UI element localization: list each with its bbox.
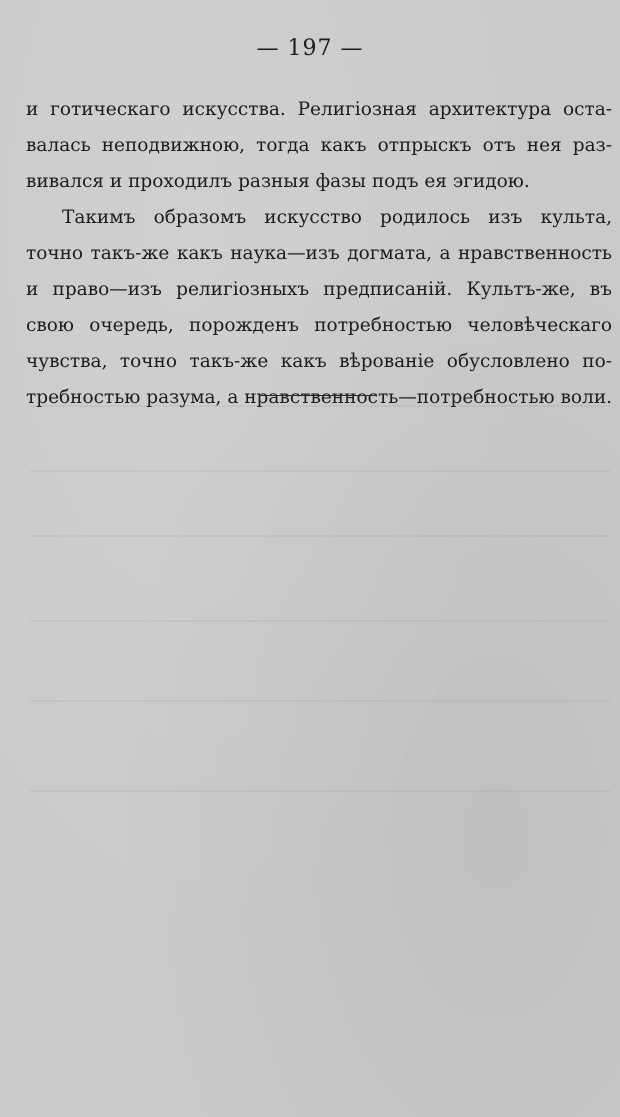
show-through <box>30 405 610 407</box>
show-through <box>30 620 610 622</box>
body-text <box>26 92 612 416</box>
show-through <box>30 790 610 792</box>
text-line: и готическаго искусства. Религiозная архитектура оста- <box>26 99 612 120</box>
text-line: свою очередь, порожденъ потребностью человѣческаго <box>26 315 612 336</box>
text-line: и право—изъ религiозныхъ предписанiй. Культъ-же, въ <box>26 279 612 300</box>
show-through <box>30 535 610 537</box>
text-line: точно такъ-же какъ наука—изъ догмата, а нравственность <box>26 243 612 264</box>
text-line: валась неподвижною, тогда какъ отпрыскъ отъ нея раз- <box>26 135 612 156</box>
text-line: чувства, точно такъ-же какъ вѣрованiе обусловлено по- <box>26 351 612 372</box>
text-line: Такимъ образомъ искусство родилось изъ культа, <box>62 207 612 228</box>
text-line: требностью разума, а нравственность—потребностью воли. <box>26 387 612 408</box>
show-through <box>30 470 610 472</box>
text-line: вивался и проходилъ разныя фазы подъ ея эгидою. <box>26 171 530 192</box>
section-divider <box>261 395 377 396</box>
page-number: — 197 — <box>256 36 364 61</box>
show-through <box>30 700 610 702</box>
